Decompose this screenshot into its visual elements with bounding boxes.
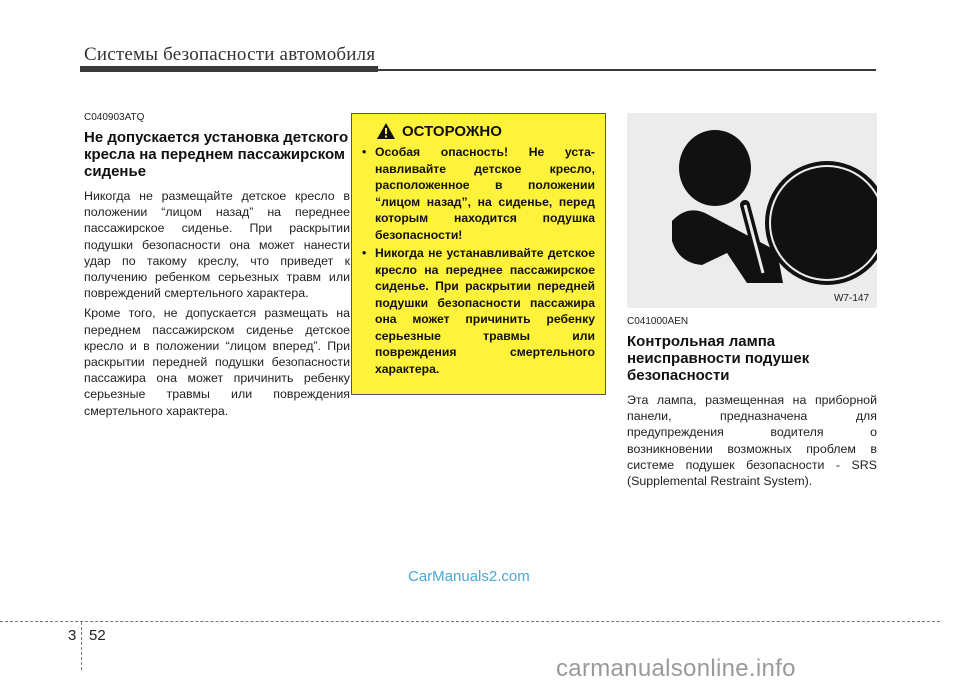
section-code: C040903ATQ <box>84 112 145 123</box>
body-paragraph: Никогда не размещайте детское кресло в положении “лицом назад” на переднее пассажирское сиденье. При раскрытии подушки безопасности она может нанести удар по такому креслу, что приведет к получению ребенком серьезных травм или повреждений смертельного характера. <box>84 189 350 301</box>
footer-vertical-divider <box>81 622 82 670</box>
page-number: 52 <box>89 627 106 644</box>
section-number: 3 <box>68 627 77 644</box>
section-heading: Не допускается установка детского кресла на переднем пассажирском сиденье <box>84 129 349 180</box>
airbag-illustration <box>627 113 877 308</box>
right-column <box>627 316 877 493</box>
warning-item: • Особая опасность! Не уста-навливайте детское кресло, расположенное в положении “лицом назад”, на сиденье, перед которым находится подушка безопасности! <box>362 144 595 243</box>
warning-title: ОСТОРОЖНО <box>402 122 502 140</box>
watermark-link[interactable]: CarManuals2.com <box>408 568 530 585</box>
illustration-label: W7-147 <box>833 293 869 304</box>
left-column <box>84 112 350 423</box>
warning-header <box>376 122 595 140</box>
bottom-watermark: carmanualsonline.info <box>556 655 796 682</box>
warning-triangle-icon <box>376 122 396 140</box>
warning-box <box>351 113 606 395</box>
airbag-warning-icon <box>627 113 877 308</box>
page-header-title: Системы безопасности автомобиля <box>84 44 376 65</box>
footer-divider <box>0 621 940 622</box>
section-code: C041000AEN <box>627 316 689 327</box>
warning-list <box>362 144 595 377</box>
body-paragraph: Кроме того, не допускается размещать на переднем пассажирском сиденье детское кресло и в положении “лицом вперед”. При раскрытии передней подушки безопасности пассажира она может причинить ребенку серьезные травмы или повреждения смертельного характера. <box>84 306 350 418</box>
header-rule-thin <box>378 69 876 71</box>
section-heading: Контрольная лампа неисправности подушек безопасности <box>627 333 810 384</box>
header-rule-thick <box>80 66 378 72</box>
body-paragraph: Эта лампа, размещенная на приборной панели, предназначена для предупреждения водителя о возникновении возможных проблем в системе подушек безопасности - SRS (Supplemental Restraint System). <box>627 393 877 489</box>
warning-item: • Никогда не устанавливайте детское кресло на переднее пассажирское сиденье. При раскрытии передней подушки безопасности пассажира она может причинить ребенку серьезные травмы или повреждения смертельного характера. <box>362 245 595 377</box>
